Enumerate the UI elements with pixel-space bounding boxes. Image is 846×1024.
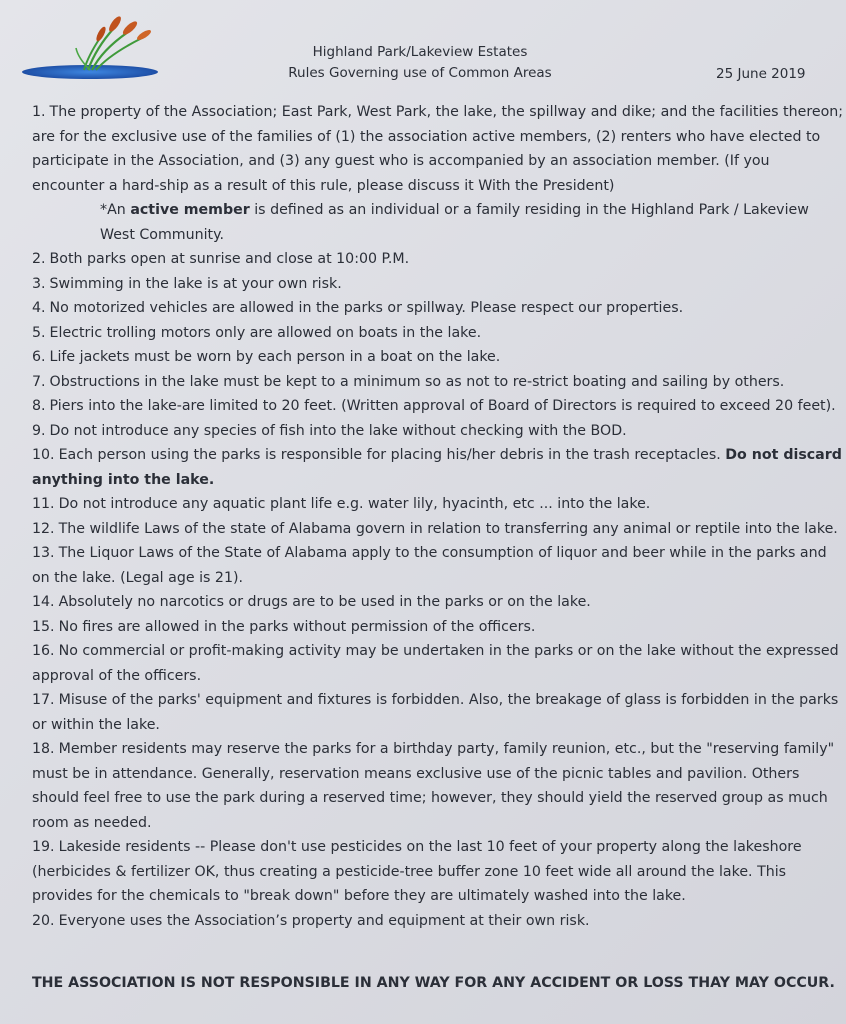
rule-number: 6.	[32, 349, 46, 365]
rule-text: Both parks open at sunrise and close at 10:00 P.M.	[49, 251, 410, 267]
document-title-block	[250, 42, 590, 84]
rule-note	[32, 198, 844, 247]
rule-number: 15.	[32, 618, 55, 635]
rule-item	[32, 100, 844, 198]
rule-number: 9.	[32, 422, 46, 439]
rule-item	[32, 370, 844, 395]
rule-number: 3.	[32, 275, 46, 292]
rule-text: The property of the Association; East Park, West Park, the lake, the spillway and dike; and the facilities thereon; are for the exclusive use of the families of (1) the association active members, (2) renters who have elected to participate in the Association, and (3) any guest who is accompanied by an association member. (If you encounter a hard-ship as a result of this rule, please discuss it With the President)	[32, 104, 844, 194]
document-date: 25 June 2019	[716, 66, 806, 82]
cattail-head	[136, 28, 153, 42]
cattail-lake-logo	[18, 8, 163, 88]
rule-number: 11.	[32, 496, 55, 512]
rule-number: 8.	[32, 398, 46, 414]
rule-item	[32, 296, 844, 321]
rule-text: Each person using the parks is responsible for placing his/her debris in the trash receptacles.	[58, 447, 726, 463]
rule-number: 13.	[32, 545, 55, 561]
rule-item	[32, 517, 844, 542]
rule-number: 20.	[32, 912, 55, 929]
rule-item	[32, 272, 844, 297]
rule-number: 10.	[32, 447, 55, 463]
rule-number: 16.	[32, 643, 55, 659]
rule-item	[32, 394, 844, 419]
rule-item	[32, 615, 844, 640]
rule-number: 17.	[32, 692, 55, 708]
rule-text: Swimming in the lake is at your own risk.	[49, 275, 342, 292]
rule-text: Misuse of the parks' equipment and fixtures is forbidden. Also, the breakage of glass is forbidden in the parks or within the lake.	[32, 692, 839, 733]
rule-number: 12.	[32, 520, 55, 537]
rule-item	[32, 419, 844, 444]
rule-item	[32, 590, 844, 615]
rule-item	[32, 639, 844, 688]
rule-number: 19.	[32, 839, 55, 855]
rule-number: 2.	[32, 251, 46, 267]
rules-list	[32, 100, 844, 933]
rule-emphasis: Do not discard anything into the lake.	[32, 447, 842, 488]
rule-text-continued: is defined as an individual or a family residing in the Highland Park / Lakeview West Community.	[100, 202, 809, 243]
rule-text: No motorized vehicles are allowed in the parks or spillway. Please respect our properties.	[49, 300, 684, 316]
rule-text: Obstructions in the lake must be kept to a minimum so as not to re-strict boating and sailing by others.	[49, 373, 785, 390]
rule-text: Member residents may reserve the parks for a birthday party, family reunion, etc., but the "reserving family" must be in attendance. Generally, reservation means exclusive use of the picnic tables and pavilion. Others should feel free to use the park during a reserved time; however, they should yield the reserved group as much room as needed.	[32, 741, 835, 831]
title-line-1: Highland Park/Lakeview Estates	[312, 44, 528, 60]
cattail-head	[107, 15, 123, 34]
rule-item	[32, 737, 844, 835]
rule-text: Lakeside residents -- Please don't use pesticides on the last 10 feet of your property along the lakeshore (herbicides & fertilizer OK, thus creating a pesticide-tree buffer zone 10 feet wide all around the lake. This provides for the chemicals to "break down" before they are ultimately washed into the lake.	[32, 839, 802, 904]
rule-item	[32, 835, 844, 909]
rule-text: The Liquor Laws of the State of Alabama apply to the consumption of liquor and beer while in the parks and on the lake. (Legal age is 21).	[32, 545, 827, 586]
liability-notice: THE ASSOCIATION IS NOT RESPONSIBLE IN ANY WAY FOR ANY ACCIDENT OR LOSS THAY MAY OCCUR.	[32, 975, 835, 991]
rule-number: 7.	[32, 373, 46, 390]
rule-text: The wildlife Laws of the state of Alabama govern in relation to transferring any animal or reptile into the lake.	[58, 520, 838, 537]
rule-number: 14.	[32, 594, 55, 610]
rule-text: Electric trolling motors only are allowed on boats in the lake.	[49, 324, 482, 341]
rule-item	[32, 443, 844, 492]
rule-number: 4.	[32, 300, 46, 316]
rule-item	[32, 909, 844, 934]
rule-item	[32, 688, 844, 737]
rule-text: Do not introduce any aquatic plant life e.g. water lily, hyacinth, etc ... into the lake.	[58, 496, 651, 512]
rule-text: No fires are allowed in the parks without permission of the officers.	[58, 618, 536, 635]
rule-item	[32, 345, 844, 370]
title-line-2: Rules Governing use of Common Areas	[288, 65, 552, 81]
rule-text: Absolutely no narcotics or drugs are to be used in the parks or on the lake.	[58, 594, 591, 610]
rule-text: *An	[100, 202, 131, 218]
rule-text: Piers into the lake-are limited to 20 feet. (Written approval of Board of Directors is required to exceed 20 feet).	[49, 398, 836, 414]
rule-number: 18.	[32, 741, 55, 757]
rule-emphasis: active member	[130, 202, 250, 218]
rule-number: 1.	[32, 104, 46, 120]
rule-text: Life jackets must be worn by each person in a boat on the lake.	[49, 349, 501, 365]
rule-number: 5.	[32, 324, 46, 341]
cattail-head	[121, 19, 139, 36]
rule-item	[32, 321, 844, 346]
rule-text: Everyone uses the Association’s property and equipment at their own risk.	[58, 912, 590, 929]
rule-item	[32, 541, 844, 590]
rule-text: Do not introduce any species of fish into the lake without checking with the BOD.	[49, 422, 627, 439]
rule-item	[32, 247, 844, 272]
rule-text: No commercial or profit-making activity may be undertaken in the parks or on the lake without the expressed approval of the officers.	[32, 643, 839, 684]
rule-item	[32, 492, 844, 517]
